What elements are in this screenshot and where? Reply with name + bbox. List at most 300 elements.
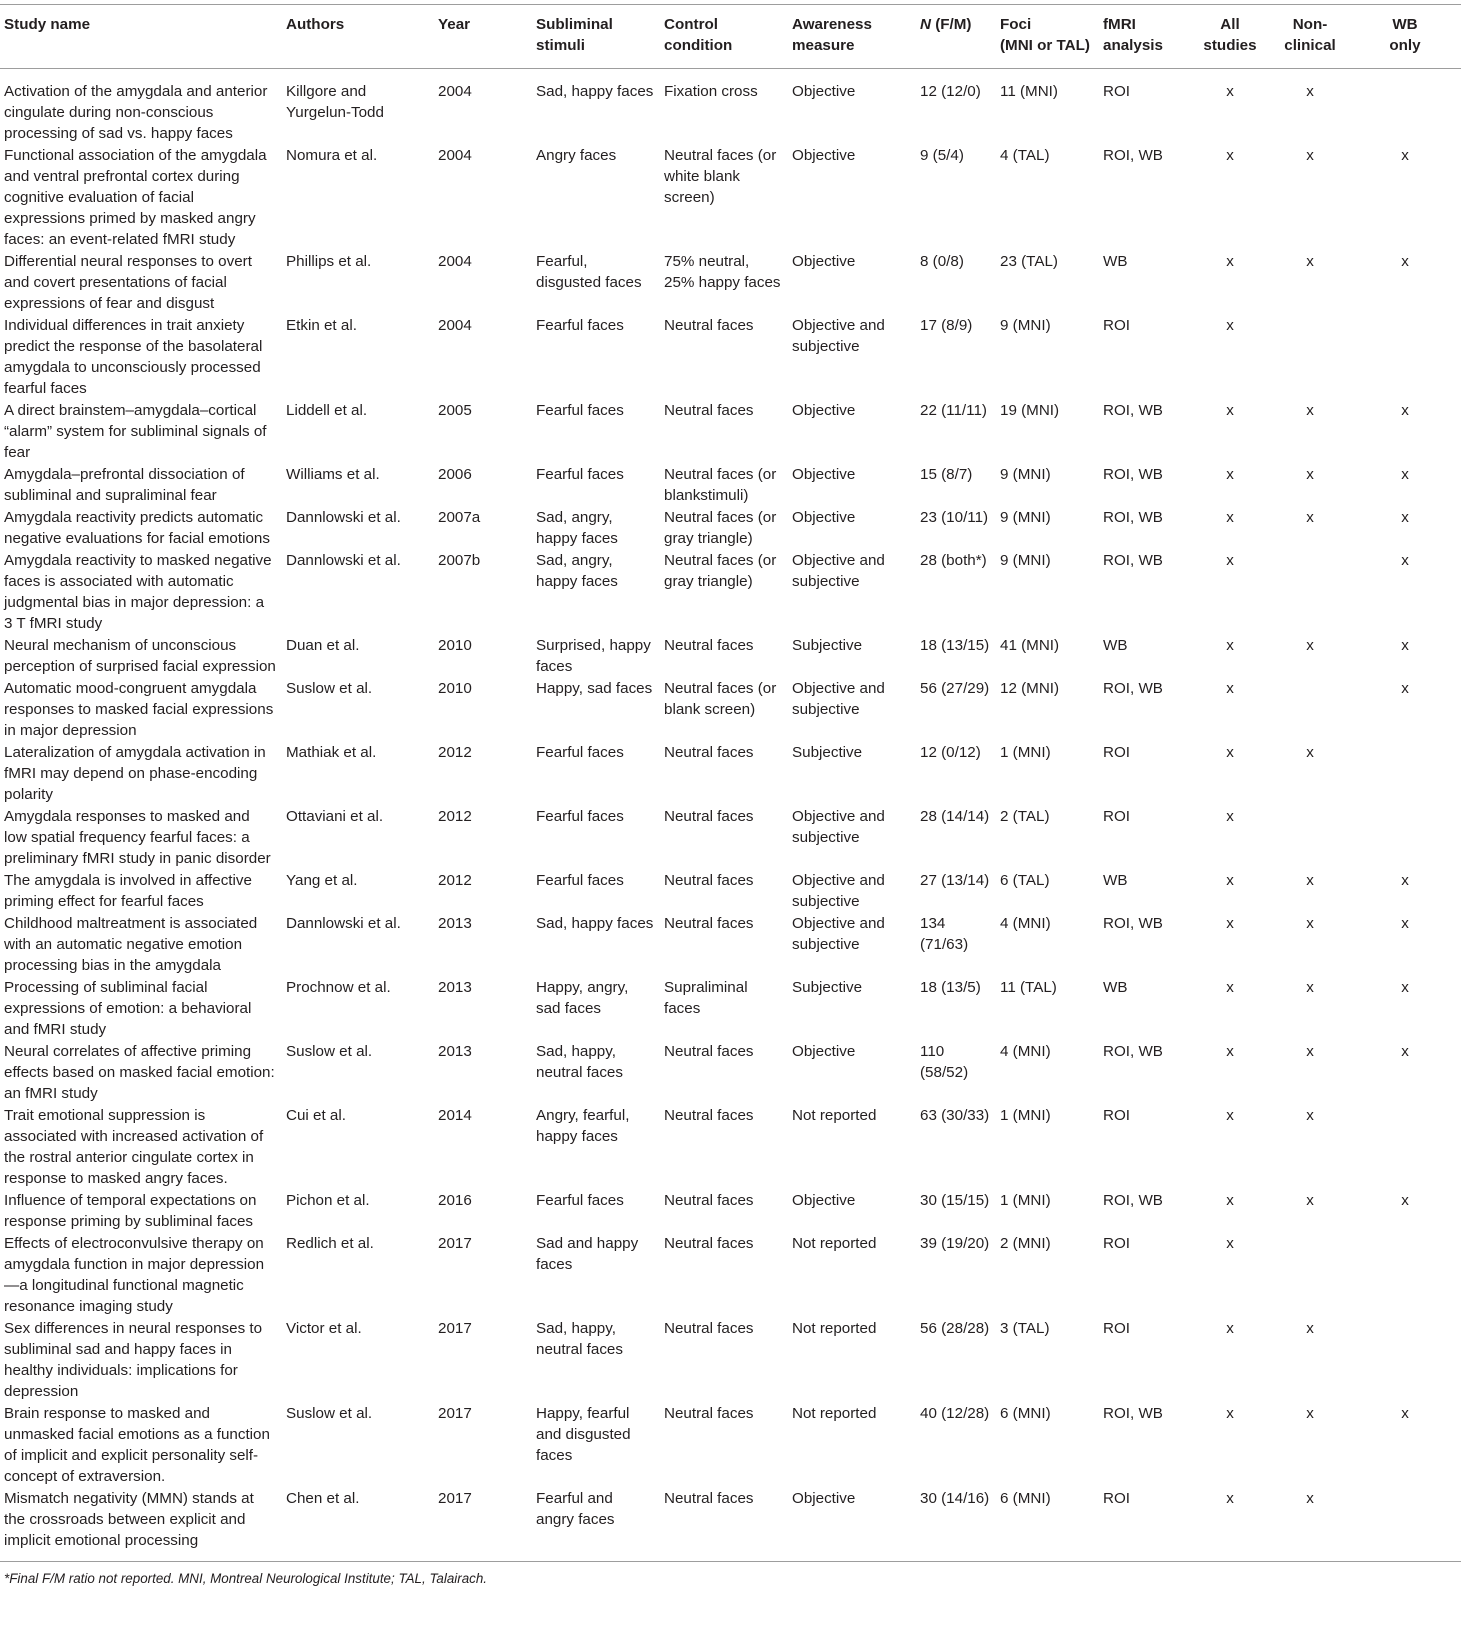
table-row — [0, 635, 1461, 678]
cell-year: 2012 — [438, 744, 472, 761]
cell-foci: 41 (MNI) — [1000, 637, 1060, 654]
cell-control: Neutral faces — [664, 1192, 754, 1209]
column-header-label: Study name — [4, 16, 91, 33]
cell-all: x — [1226, 915, 1234, 932]
cell-stimuli: Angry, fearful, happy faces — [536, 1107, 630, 1145]
column-header-label: N (F/M) — [920, 16, 972, 33]
cell-year: 2004 — [438, 317, 472, 334]
table-row — [0, 1488, 1461, 1562]
cell-nonclinical: x — [1306, 1320, 1314, 1337]
cell-all: x — [1226, 509, 1234, 526]
cell-stimuli: Sad, happy faces — [536, 83, 654, 100]
cell-study: Lateralization of amygdala activation in fMRI may depend on phase-encoding polarity — [4, 744, 266, 803]
cell-stimuli: Fearful faces — [536, 744, 624, 761]
cell-awareness: Not reported — [792, 1235, 877, 1252]
cell-authors: Pichon et al. — [286, 1192, 370, 1209]
cell-control: Neutral faces (or blank screen) — [664, 680, 777, 718]
cell-wb: x — [1401, 872, 1409, 889]
cell-authors: Suslow et al. — [286, 680, 373, 697]
column-header-nonclinical — [1271, 5, 1351, 69]
cell-wb: x — [1401, 680, 1409, 697]
cell-n: 28 (both*) — [920, 552, 987, 569]
cell-awareness: Subjective — [792, 744, 863, 761]
cell-foci: 19 (MNI) — [1000, 402, 1060, 419]
cell-n: 17 (8/9) — [920, 317, 973, 334]
cell-all: x — [1226, 552, 1234, 569]
cell-awareness: Objective — [792, 466, 856, 483]
cell-stimuli: Fearful faces — [536, 466, 624, 483]
cell-wb: x — [1401, 552, 1409, 569]
cell-n: 30 (14/16) — [916, 1488, 996, 1562]
cell-fmri: ROI, WB — [1103, 1405, 1163, 1422]
cell-all: x — [1226, 637, 1234, 654]
cell-awareness: Objective — [792, 147, 856, 164]
column-header-label: Foci — [1000, 16, 1032, 33]
cell-year: 2004 — [438, 83, 472, 100]
cell-study: Automatic mood-congruent amygdala responses to masked facial expressions in major depression — [4, 680, 274, 739]
cell-fmri: ROI, WB — [1103, 402, 1163, 419]
cell-nonclinical — [1271, 678, 1351, 742]
cell-year: 2017 — [434, 1488, 532, 1562]
cell-nonclinical: x — [1306, 872, 1314, 889]
cell-n: 39 (19/20) — [920, 1235, 990, 1252]
cell-control: Neutral faces (or gray triangle) — [664, 509, 777, 547]
table-header — [0, 5, 1461, 69]
cell-wb: x — [1401, 1405, 1409, 1422]
table-row — [0, 1318, 1461, 1403]
cell-study: Amygdala reactivity predicts automatic negative evaluations for facial emotions — [4, 509, 270, 547]
cell-stimuli: Fearful faces — [536, 317, 624, 334]
cell-fmri: WB — [1103, 637, 1128, 654]
cell-awareness: Objective — [792, 1192, 856, 1209]
column-header-label: clinical — [1284, 37, 1336, 54]
cell-nonclinical: x — [1306, 637, 1314, 654]
cell-awareness: Objective and subjective — [792, 915, 885, 953]
cell-authors: Duan et al. — [286, 637, 360, 654]
cell-stimuli: Sad and happy faces — [536, 1235, 639, 1273]
cell-awareness: Subjective — [792, 979, 863, 996]
cell-year: 2010 — [438, 637, 472, 654]
cell-all: x — [1226, 253, 1234, 270]
table-row — [0, 69, 1461, 146]
cell-fmri: ROI, WB — [1103, 147, 1163, 164]
cell-authors: Phillips et al. — [286, 253, 372, 270]
cell-study: Amygdala–prefrontal dissociation of subliminal and supraliminal fear — [4, 466, 245, 504]
cell-authors: Nomura et al. — [286, 147, 378, 164]
table-row — [0, 315, 1461, 400]
table-row — [0, 1403, 1461, 1488]
cell-nonclinical: x — [1306, 253, 1314, 270]
cell-control: Neutral faces — [664, 744, 754, 761]
cell-fmri: ROI — [1103, 808, 1131, 825]
cell-stimuli: Sad, angry, happy faces — [536, 552, 618, 590]
table-footnote: *Final F/M ratio not reported. MNI, Montreal Neurological Institute; TAL, Talairach. — [4, 1571, 488, 1586]
cell-stimuli: Sad, happy faces — [536, 915, 654, 932]
cell-stimuli: Fearful faces — [536, 402, 624, 419]
column-header-authors — [282, 5, 434, 69]
cell-study: Activation of the amygdala and anterior cingulate during non-conscious processing of sad vs. happy faces — [4, 83, 268, 142]
cell-all: x — [1226, 808, 1234, 825]
cell-foci: 9 (MNI) — [1000, 552, 1051, 569]
column-header-label: only — [1389, 37, 1421, 54]
cell-all: x — [1226, 744, 1234, 761]
cell-wb — [1351, 806, 1461, 870]
cell-study: Neural mechanism of unconscious perception of surprised facial expression — [4, 637, 276, 675]
column-header-fmri — [1099, 5, 1191, 69]
cell-fmri: ROI — [1103, 317, 1131, 334]
cell-foci: 6 (MNI) — [1000, 1405, 1051, 1422]
cell-fmri: ROI — [1103, 83, 1131, 100]
cell-authors: Victor et al. — [286, 1320, 362, 1337]
cell-nonclinical: x — [1306, 466, 1314, 483]
cell-foci: 1 (MNI) — [1000, 1192, 1051, 1209]
cell-fmri: ROI, WB — [1103, 509, 1163, 526]
cell-authors: Redlich et al. — [286, 1235, 374, 1252]
column-header-label: stimuli — [536, 37, 585, 54]
cell-study: Differential neural responses to overt and covert presentations of facial expressions of fear and disgust — [4, 253, 252, 312]
cell-authors: Ottaviani et al. — [286, 808, 384, 825]
cell-authors: Prochnow et al. — [286, 979, 391, 996]
cell-nonclinical: x — [1306, 83, 1314, 100]
cell-all: x — [1226, 979, 1234, 996]
cell-awareness: Objective and subjective — [792, 872, 885, 910]
column-header-stimuli — [532, 5, 660, 69]
cell-awareness: Not reported — [792, 1107, 877, 1124]
cell-wb: x — [1401, 466, 1409, 483]
cell-year: 2013 — [438, 979, 472, 996]
cell-foci: 2 (MNI) — [1000, 1235, 1051, 1252]
cell-nonclinical: x — [1306, 1107, 1314, 1124]
cell-stimuli: Sad, happy, neutral faces — [536, 1043, 623, 1081]
cell-awareness: Objective and subjective — [792, 808, 885, 846]
cell-year: 2012 — [438, 872, 472, 889]
cell-foci: 6 (MNI) — [996, 1488, 1099, 1562]
cell-study: Influence of temporal expectations on response priming by subliminal faces — [4, 1192, 257, 1230]
cell-n: 12 (0/12) — [920, 744, 981, 761]
cell-foci: 9 (MNI) — [1000, 509, 1051, 526]
cell-foci: 4 (TAL) — [1000, 147, 1050, 164]
cell-year: 2010 — [438, 680, 472, 697]
cell-wb — [1351, 742, 1461, 806]
cell-control: Neutral faces — [664, 317, 754, 334]
cell-stimuli: Fearful faces — [536, 808, 624, 825]
table-row — [0, 251, 1461, 315]
table-row — [0, 400, 1461, 464]
cell-control: Neutral faces — [664, 1405, 754, 1422]
cell-wb — [1351, 69, 1461, 146]
cell-authors: Chen et al. — [282, 1488, 434, 1562]
cell-year: 2012 — [438, 808, 472, 825]
cell-wb: x — [1401, 509, 1409, 526]
cell-study: Functional association of the amygdala and ventral prefrontal cortex during cognitive evaluation of facial expressions primed by masked angry faces: an event-related fMRI study — [4, 147, 267, 248]
column-header-label: studies — [1203, 37, 1257, 54]
cell-all: x — [1226, 83, 1234, 100]
cell-awareness: Objective and subjective — [792, 317, 885, 355]
cell-wb: x — [1401, 253, 1409, 270]
column-header-n — [916, 5, 996, 69]
cell-n: 18 (13/5) — [920, 979, 981, 996]
cell-n: 15 (8/7) — [920, 466, 973, 483]
cell-wb: x — [1401, 147, 1409, 164]
cell-study: Amygdala responses to masked and low spatial frequency fearful faces: a preliminary fMRI study in panic disorder — [4, 808, 271, 867]
cell-wb: x — [1401, 637, 1409, 654]
table-row — [0, 977, 1461, 1041]
cell-stimuli: Surprised, happy faces — [536, 637, 651, 675]
cell-n: 110 (58/52) — [920, 1043, 969, 1081]
cell-authors: Williams et al. — [286, 466, 380, 483]
cell-study: Sex differences in neural responses to subliminal sad and happy faces in healthy individuals: implications for depression — [4, 1320, 263, 1400]
cell-n: 28 (14/14) — [920, 808, 990, 825]
cell-wb: x — [1401, 1043, 1409, 1060]
cell-study: Individual differences in trait anxiety predict the response of the basolateral amygdala to unconsciously processed fearful faces — [4, 317, 263, 397]
cell-study: Neural correlates of affective priming effects based on masked facial emotion: an fMRI study — [4, 1043, 275, 1102]
cell-all: x — [1226, 1405, 1234, 1422]
cell-awareness: Not reported — [792, 1405, 877, 1422]
column-header-label: fMRI — [1103, 16, 1136, 33]
cell-awareness: Objective — [792, 509, 856, 526]
cell-authors: Cui et al. — [286, 1107, 346, 1124]
cell-stimuli: Happy, fearful and disgusted faces — [536, 1405, 631, 1464]
cell-n: 9 (5/4) — [920, 147, 964, 164]
cell-fmri: ROI, WB — [1103, 466, 1163, 483]
cell-authors: Dannlowski et al. — [286, 915, 401, 932]
column-header-label: Control — [664, 16, 718, 33]
cell-foci: 12 (MNI) — [1000, 680, 1060, 697]
cell-all: x — [1226, 466, 1234, 483]
cell-foci: 9 (MNI) — [1000, 317, 1051, 334]
cell-study: A direct brainstem–amygdala–cortical “alarm” system for subliminal signals of fear — [4, 402, 267, 461]
table-row — [0, 145, 1461, 251]
cell-year: 2017 — [438, 1235, 472, 1252]
cell-stimuli: Sad, angry, happy faces — [536, 509, 618, 547]
column-header-awareness — [788, 5, 916, 69]
table-row — [0, 806, 1461, 870]
cell-foci: 2 (TAL) — [1000, 808, 1050, 825]
cell-nonclinical: x — [1306, 1405, 1314, 1422]
cell-foci: 11 (MNI) — [1000, 83, 1058, 100]
cell-control: Neutral faces — [664, 872, 754, 889]
cell-authors: Etkin et al. — [286, 317, 357, 334]
table-row — [0, 870, 1461, 913]
column-header-label: analysis — [1103, 37, 1163, 54]
column-header-label: Non- — [1292, 16, 1328, 33]
cell-control: Neutral faces — [664, 1235, 754, 1252]
column-header-label: All — [1220, 16, 1240, 33]
cell-all: x — [1226, 147, 1234, 164]
cell-awareness: Objective — [792, 83, 856, 100]
cell-authors: Suslow et al. — [286, 1043, 373, 1060]
column-header-label: measure — [792, 37, 855, 54]
cell-n: 30 (15/15) — [920, 1192, 990, 1209]
cell-all: x — [1191, 1488, 1271, 1562]
table-body — [0, 69, 1461, 1562]
cell-control: Neutral faces (or blankstimuli) — [664, 466, 777, 504]
cell-authors: Mathiak et al. — [286, 744, 377, 761]
cell-wb: x — [1401, 915, 1409, 932]
cell-foci: 6 (TAL) — [1000, 872, 1050, 889]
cell-nonclinical: x — [1306, 147, 1314, 164]
cell-nonclinical — [1271, 550, 1351, 635]
cell-wb — [1351, 1318, 1461, 1403]
cell-awareness: Objective — [792, 1043, 856, 1060]
cell-wb: x — [1401, 979, 1409, 996]
cell-control: Supraliminal faces — [664, 979, 748, 1017]
cell-fmri: ROI — [1103, 744, 1131, 761]
cell-n: 27 (13/14) — [920, 872, 990, 889]
cell-stimuli: Fearful faces — [536, 872, 624, 889]
cell-authors: Suslow et al. — [286, 1405, 373, 1422]
cell-stimuli: Fearful, disgusted faces — [536, 253, 642, 291]
cell-control: Neutral faces — [664, 1107, 754, 1124]
cell-control: Neutral faces — [664, 1320, 754, 1337]
cell-wb — [1351, 1488, 1461, 1562]
column-header-control — [660, 5, 788, 69]
cell-fmri: ROI — [1103, 1235, 1131, 1252]
cell-fmri: WB — [1103, 872, 1128, 889]
cell-study: The amygdala is involved in affective priming effect for fearful faces — [4, 872, 252, 910]
cell-nonclinical: x — [1306, 915, 1314, 932]
cell-nonclinical — [1271, 806, 1351, 870]
cell-fmri: ROI — [1103, 1320, 1131, 1337]
cell-all: x — [1226, 1320, 1234, 1337]
cell-control: Neutral faces — [664, 915, 754, 932]
column-header-wb — [1351, 5, 1461, 69]
cell-fmri: ROI, WB — [1103, 552, 1163, 569]
column-header-label: Awareness — [792, 16, 872, 33]
cell-authors: Yang et al. — [286, 872, 358, 889]
cell-year: 2004 — [438, 253, 472, 270]
column-header-label: Year — [438, 16, 471, 33]
cell-nonclinical — [1271, 1233, 1351, 1318]
cell-year: 2006 — [438, 466, 472, 483]
cell-foci: 1 (MNI) — [1000, 744, 1051, 761]
cell-study: Processing of subliminal facial expressions of emotion: a behavioral and fMRI study — [4, 979, 252, 1038]
cell-n: 63 (30/33) — [920, 1107, 990, 1124]
cell-year: 2007a — [438, 509, 481, 526]
cell-year: 2016 — [438, 1192, 472, 1209]
cell-year: 2014 — [438, 1107, 472, 1124]
cell-wb: x — [1401, 1192, 1409, 1209]
column-header-foci — [996, 5, 1099, 69]
cell-study: Trait emotional suppression is associated with increased activation of the rostral anterior cingulate cortex in response to masked angry faces. — [4, 1107, 264, 1187]
column-header-label: Authors — [286, 16, 345, 33]
cell-year: 2017 — [438, 1320, 472, 1337]
cell-awareness: Subjective — [792, 637, 863, 654]
cell-all: x — [1226, 402, 1234, 419]
cell-wb — [1351, 1233, 1461, 1318]
cell-fmri: ROI, WB — [1103, 915, 1163, 932]
cell-fmri: ROI, WB — [1103, 1192, 1163, 1209]
cell-year: 2013 — [438, 1043, 472, 1060]
table-row — [0, 1041, 1461, 1105]
cell-stimuli: Fearful and angry faces — [532, 1488, 660, 1562]
column-header-label: Subliminal — [536, 16, 613, 33]
cell-n: 56 (28/28) — [920, 1320, 990, 1337]
cell-study: Brain response to masked and unmasked facial emotions as a function of implicit and explicit personality self-concept of extraversion. — [4, 1405, 270, 1485]
cell-study: Amygdala reactivity to masked negative faces is associated with automatic judgmental bias in major depression: a 3 T fMRI study — [4, 552, 272, 632]
cell-control: 75% neutral, 25% happy faces — [664, 253, 781, 291]
cell-all: x — [1226, 1235, 1234, 1252]
cell-control: Neutral faces — [660, 1488, 788, 1562]
cell-n: 18 (13/15) — [920, 637, 990, 654]
cell-nonclinical: x — [1306, 509, 1314, 526]
cell-awareness: Objective — [792, 253, 856, 270]
cell-authors: Dannlowski et al. — [286, 552, 401, 569]
cell-awareness: Objective and subjective — [792, 680, 885, 718]
cell-awareness: Not reported — [792, 1320, 877, 1337]
cell-nonclinical: x — [1306, 1043, 1314, 1060]
cell-stimuli: Angry faces — [536, 147, 617, 164]
cell-wb: x — [1401, 402, 1409, 419]
cell-nonclinical — [1271, 315, 1351, 400]
cell-year: 2013 — [438, 915, 472, 932]
cell-all: x — [1226, 680, 1234, 697]
column-header-label: (MNI or TAL) — [1000, 37, 1090, 54]
cell-fmri: ROI, WB — [1103, 680, 1163, 697]
cell-stimuli: Sad, happy, neutral faces — [536, 1320, 623, 1358]
cell-n: 134 (71/63) — [920, 915, 969, 953]
cell-fmri: WB — [1103, 253, 1128, 270]
table-row — [0, 550, 1461, 635]
cell-n: 23 (10/11) — [920, 509, 989, 526]
cell-awareness: Objective — [792, 402, 856, 419]
table-row — [0, 1105, 1461, 1190]
cell-n: 12 (12/0) — [920, 83, 981, 100]
cell-authors: Dannlowski et al. — [286, 509, 401, 526]
cell-fmri: WB — [1103, 979, 1128, 996]
cell-fmri: ROI — [1103, 1107, 1131, 1124]
cell-n: 22 (11/11) — [920, 402, 987, 419]
table-row — [0, 742, 1461, 806]
column-header-label: condition — [664, 37, 733, 54]
cell-nonclinical: x — [1306, 744, 1314, 761]
cell-control: Neutral faces (or white blank screen) — [664, 147, 777, 206]
cell-nonclinical: x — [1306, 979, 1314, 996]
header-row — [0, 5, 1461, 69]
cell-study: Mismatch negativity (MMN) stands at the crossroads between explicit and implicit emotional processing — [0, 1488, 282, 1562]
cell-foci: 23 (TAL) — [1000, 253, 1058, 270]
cell-foci: 3 (TAL) — [1000, 1320, 1050, 1337]
table-row — [0, 678, 1461, 742]
column-header-year — [434, 5, 532, 69]
cell-study: Childhood maltreatment is associated with an automatic negative emotion processing bias in the amygdala — [4, 915, 258, 974]
cell-all: x — [1226, 1043, 1234, 1060]
cell-all: x — [1226, 1192, 1234, 1209]
cell-awareness: Objective and subjective — [792, 552, 885, 590]
cell-control: Neutral faces — [664, 637, 754, 654]
cell-year: 2004 — [438, 147, 472, 164]
table-row — [0, 913, 1461, 977]
cell-all: x — [1226, 872, 1234, 889]
cell-authors: Killgore and Yurgelun-Todd — [286, 83, 384, 121]
cell-authors: Liddell et al. — [286, 402, 368, 419]
cell-control: Neutral faces — [664, 808, 754, 825]
cell-control: Neutral faces (or gray triangle) — [664, 552, 777, 590]
column-header-study — [0, 5, 282, 69]
cell-foci: 9 (MNI) — [1000, 466, 1051, 483]
cell-stimuli: Fearful faces — [536, 1192, 624, 1209]
studies-table — [0, 4, 1461, 1562]
cell-year: 2007b — [438, 552, 481, 569]
column-header-label: WB — [1392, 16, 1418, 33]
cell-year: 2017 — [438, 1405, 472, 1422]
cell-foci: 1 (MNI) — [1000, 1107, 1051, 1124]
cell-foci: 4 (MNI) — [1000, 1043, 1051, 1060]
cell-control: Neutral faces — [664, 1043, 754, 1060]
cell-stimuli: Happy, sad faces — [536, 680, 653, 697]
cell-control: Neutral faces — [664, 402, 754, 419]
cell-n: 8 (0/8) — [920, 253, 964, 270]
